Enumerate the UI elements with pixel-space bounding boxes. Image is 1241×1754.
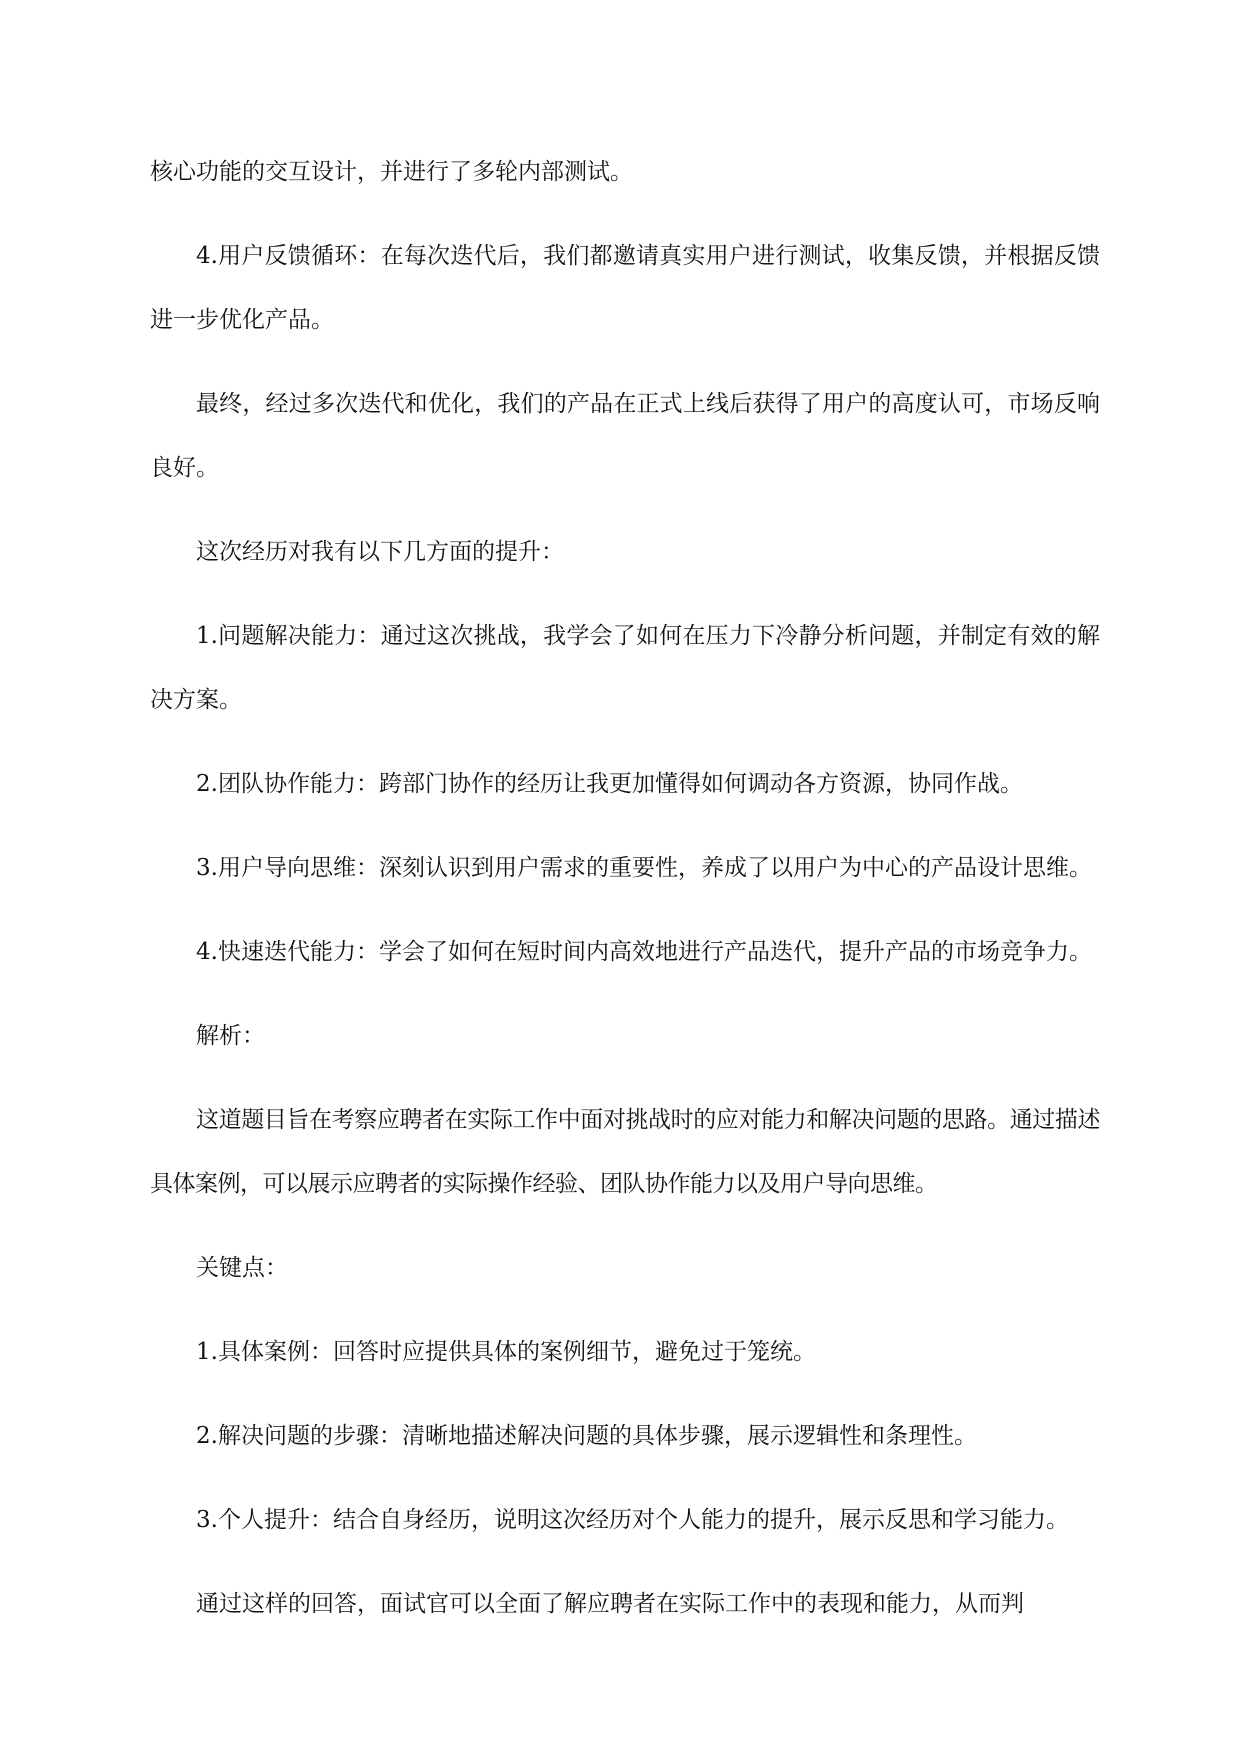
paragraph-teamwork: 2.团队协作能力：跨部门协作的经历让我更加懂得如何调动各方资源，协同作战。 <box>196 771 1023 797</box>
paragraph-analysis-body: 这道题目旨在考察应聘者在实际工作中面对挑战时的应对能力和解决问题的思路。通过描述具体案例，可以展示应聘者的实际操作经验、团队协作能力以及用户导向思维。 <box>150 1107 1100 1197</box>
paragraph-user-feedback-loop: 4.用户反馈循环：在每次迭代后，我们都邀请真实用户进行测试，收集反馈，并根据反馈进一步优化产品。 <box>150 243 1100 333</box>
paragraph-improvements-intro: 这次经历对我有以下几方面的提升： <box>196 539 564 565</box>
document-body <box>150 140 1100 1656</box>
paragraph-key-point-steps: 2.解决问题的步骤：清晰地描述解决问题的具体步骤，展示逻辑性和条理性。 <box>196 1423 977 1449</box>
paragraph-continuation: 核心功能的交互设计，并进行了多轮内部测试。 <box>150 159 633 185</box>
paragraph-problem-solving: 1.问题解决能力：通过这次挑战，我学会了如何在压力下冷静分析问题，并制定有效的解决方案。 <box>150 623 1100 713</box>
heading-key-points: 关键点： <box>196 1255 288 1281</box>
heading-analysis: 解析： <box>196 1023 265 1049</box>
paragraph-final-result: 最终，经过多次迭代和优化，我们的产品在正式上线后获得了用户的高度认可，市场反响良好。 <box>150 391 1100 481</box>
paragraph-key-point-growth: 3.个人提升：结合自身经历，说明这次经历对个人能力的提升，展示反思和学习能力。 <box>196 1507 1069 1533</box>
paragraph-key-point-cases: 1.具体案例：回答时应提供具体的案例细节，避免过于笼统。 <box>196 1339 816 1365</box>
paragraph-fast-iteration: 4.快速迭代能力：学会了如何在短时间内高效地进行产品迭代，提升产品的市场竞争力。 <box>196 939 1092 965</box>
paragraph-conclusion: 通过这样的回答，面试官可以全面了解应聘者在实际工作中的表现和能力，从而判 <box>196 1591 1024 1617</box>
paragraph-user-oriented: 3.用户导向思维：深刻认识到用户需求的重要性，养成了以用户为中心的产品设计思维。 <box>196 855 1092 881</box>
